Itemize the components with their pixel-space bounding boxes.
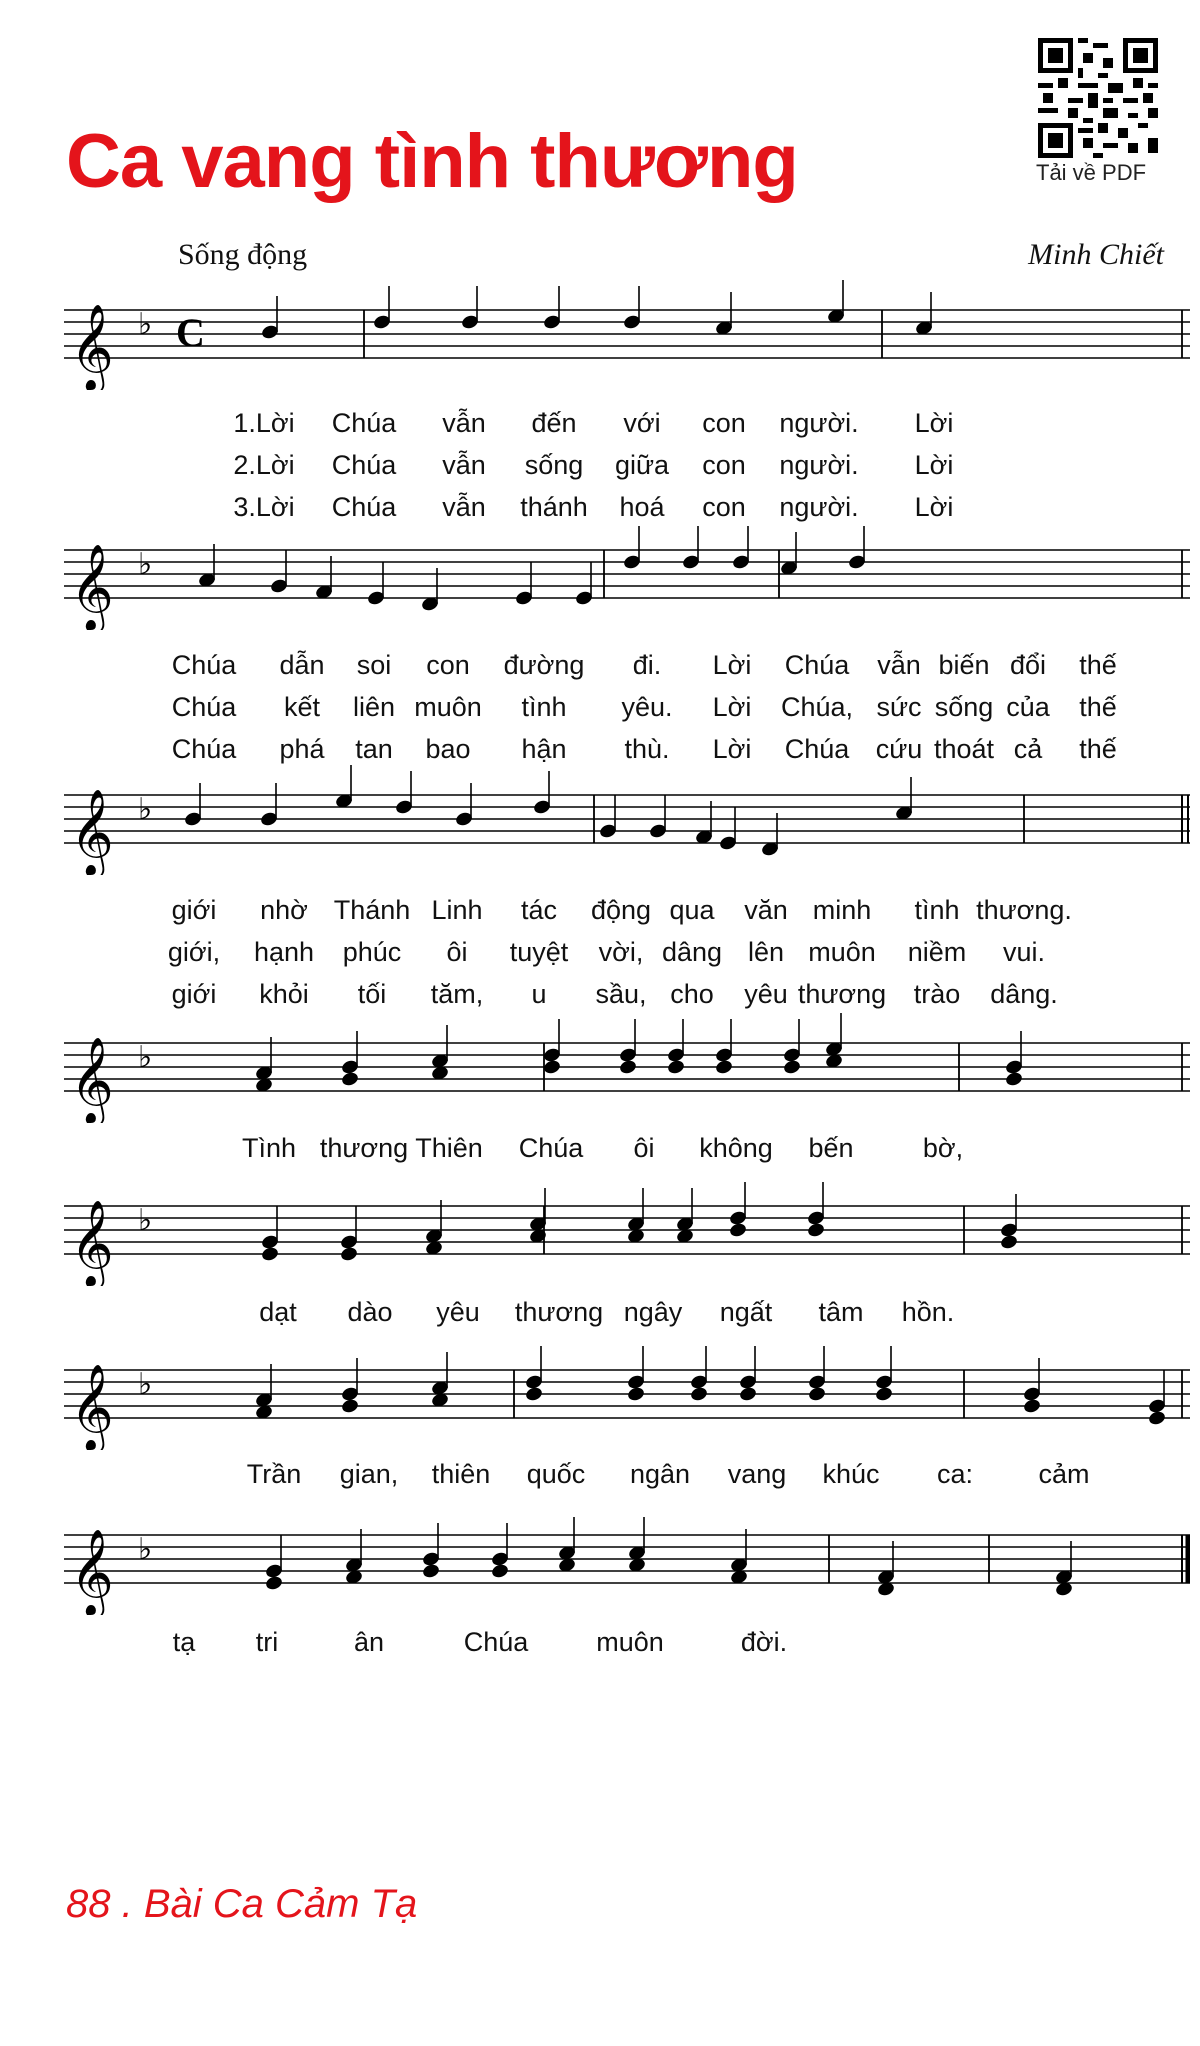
- lyric-syllable: con: [426, 650, 470, 680]
- treble-clef-icon: 𝄞: [70, 304, 114, 390]
- note: [1022, 1358, 1041, 1414]
- lyric-syllable: thương: [514, 1297, 604, 1327]
- note: [340, 1031, 359, 1087]
- treble-clef-icon: 𝄞: [70, 1200, 114, 1286]
- lyric-verse-1: [64, 1133, 1190, 1167]
- lyric-syllable: Chúa: [331, 492, 397, 522]
- note: [824, 1013, 843, 1069]
- lyric-syllable: tăm,: [430, 979, 484, 1009]
- treble-clef-icon: 𝄞: [70, 544, 114, 630]
- flat-key-signature-icon: ♭: [138, 1040, 153, 1075]
- flat-key-signature-icon: ♭: [138, 307, 153, 342]
- note: [648, 795, 667, 839]
- lyric-verse-3: [64, 979, 1190, 1013]
- note: [557, 1517, 576, 1573]
- lyric-syllable: Lời: [914, 408, 954, 438]
- staff: [64, 1176, 1190, 1286]
- lyric-syllable: Chúa: [518, 1133, 584, 1163]
- note: [574, 562, 593, 606]
- lyric-verse-3: [64, 734, 1190, 768]
- time-signature: C: [176, 310, 205, 355]
- lyric-syllable: phúc: [342, 937, 402, 967]
- lyric-syllable: tác: [520, 895, 558, 925]
- note: [183, 783, 202, 827]
- qr-code-icon[interactable]: [1038, 38, 1158, 158]
- note: [622, 526, 641, 570]
- note: [542, 1019, 561, 1075]
- qr-download-label[interactable]: Tải về PDF: [1036, 160, 1147, 185]
- note: [714, 292, 733, 336]
- lyric-syllable: Chúa: [171, 692, 237, 722]
- note: [372, 286, 391, 330]
- note: [421, 1523, 440, 1579]
- lyric-syllable: soi: [356, 650, 392, 680]
- lyric-syllable: đi.: [632, 650, 662, 680]
- note: [430, 1352, 449, 1408]
- note: [894, 777, 913, 821]
- note: [779, 532, 798, 576]
- lyric-syllable: ngất: [719, 1297, 773, 1327]
- lyric-syllable: yêu.: [621, 692, 673, 722]
- note: [807, 1346, 826, 1402]
- staff: [64, 280, 1190, 390]
- lyric-syllable: 2.Lời: [233, 450, 295, 480]
- staff: [64, 520, 1190, 630]
- note: [626, 1346, 645, 1402]
- lyric-syllable: thế: [1079, 734, 1117, 764]
- lyric-syllable: giới,: [167, 937, 221, 967]
- note: [430, 1025, 449, 1081]
- lyric-syllable: nhờ: [260, 895, 308, 925]
- lyric-syllable: Chúa: [784, 734, 850, 764]
- lyric-verse-2: [64, 937, 1190, 971]
- lyric-syllable: bến: [808, 1133, 854, 1163]
- lyric-syllable: người.: [779, 408, 859, 438]
- lyric-syllable: cả: [1013, 734, 1043, 764]
- lyric-syllable: tình: [914, 895, 960, 925]
- lyric-syllable: thế: [1079, 692, 1117, 722]
- lyric-syllable: phá: [279, 734, 325, 764]
- lyric-syllable: vẫn: [442, 408, 486, 438]
- note: [728, 1182, 747, 1238]
- lyric-syllable: thương: [319, 1133, 409, 1163]
- treble-clef-icon: 𝄞: [70, 1529, 114, 1615]
- lyric-syllable: thương: [797, 979, 887, 1009]
- lyric-syllable: cho: [670, 979, 714, 1009]
- lyric-syllable: yêu: [744, 979, 788, 1009]
- lyric-syllable: minh: [812, 895, 872, 925]
- composer-name: Minh Chiết: [1028, 238, 1164, 271]
- note: [366, 562, 385, 606]
- lyric-syllable: ôi: [446, 937, 468, 967]
- note: [874, 1346, 893, 1402]
- lyric-syllable: đổi: [1009, 650, 1047, 680]
- lyric-syllable: với: [623, 408, 661, 438]
- lyric-syllable: vẫn: [877, 650, 921, 680]
- note: [731, 526, 750, 570]
- note: [681, 526, 700, 570]
- flat-key-signature-icon: ♭: [138, 1203, 153, 1238]
- lyric-syllable: động: [590, 895, 652, 925]
- lyric-syllable: khỏi: [259, 979, 309, 1009]
- note: [714, 1019, 733, 1075]
- lyric-syllable: trào: [913, 979, 961, 1009]
- note: [914, 292, 933, 336]
- lyric-syllable: Chúa: [331, 450, 397, 480]
- note: [666, 1019, 685, 1075]
- lyric-syllable: niềm: [907, 937, 967, 967]
- lyric-syllable: Thánh: [333, 895, 411, 925]
- lyric-syllable: kết: [283, 692, 321, 722]
- lyric-syllable: Linh: [431, 895, 483, 925]
- lyric-verse-2: [64, 692, 1190, 726]
- lyric-syllable: tan: [355, 734, 393, 764]
- staff: [64, 1340, 1190, 1450]
- note: [514, 562, 533, 606]
- note: [490, 1523, 509, 1579]
- lyric-verse-1: [64, 650, 1190, 684]
- staff: [64, 1013, 1190, 1123]
- lyric-syllable: gian,: [339, 1459, 399, 1489]
- lyric-syllable: sức: [876, 692, 922, 722]
- lyric-syllable: hạnh: [253, 937, 315, 967]
- lyric-syllable: giới: [171, 979, 217, 1009]
- note: [454, 783, 473, 827]
- treble-clef-icon: 𝄞: [70, 1364, 114, 1450]
- note: [627, 1517, 646, 1573]
- lyric-syllable: Chúa: [171, 734, 237, 764]
- lyric-syllable: dẫn: [279, 650, 325, 680]
- lyric-syllable: liên: [352, 692, 396, 722]
- lyric-syllable: không: [699, 1133, 773, 1163]
- note: [689, 1346, 708, 1402]
- note: [260, 1206, 279, 1262]
- lyric-syllable: Chúa: [171, 650, 237, 680]
- lyric-syllable: ôi: [633, 1133, 655, 1163]
- lyric-syllable: ca:: [936, 1459, 974, 1489]
- lyric-syllable: hồn.: [901, 1297, 955, 1327]
- lyric-syllable: người.: [779, 450, 859, 480]
- lyric-syllable: hận: [521, 734, 567, 764]
- lyric-syllable: Chúa: [784, 650, 850, 680]
- note: [424, 1200, 443, 1256]
- song-title: Ca vang tình thương: [66, 119, 798, 204]
- lyric-syllable: 3.Lời: [233, 492, 295, 522]
- lyric-syllable: vẫn: [442, 450, 486, 480]
- lyric-syllable: muôn: [596, 1627, 664, 1657]
- lyric-syllable: Lời: [712, 692, 752, 722]
- lyric-verse-1: [64, 895, 1190, 929]
- tempo-marking: Sống động: [178, 238, 308, 271]
- lyric-syllable: yêu: [436, 1297, 480, 1327]
- lyric-syllable: quốc: [526, 1459, 586, 1489]
- lyric-syllable: dào: [347, 1297, 393, 1327]
- lyric-syllable: vời,: [598, 937, 644, 967]
- note: [254, 1364, 273, 1420]
- lyric-syllable: dạt: [259, 1297, 297, 1327]
- staff: [64, 1505, 1190, 1615]
- note: [532, 771, 551, 815]
- lyric-syllable: tuyệt: [509, 937, 569, 967]
- lyric-syllable: Tình: [241, 1133, 297, 1163]
- note: [260, 296, 279, 340]
- note: [340, 1358, 359, 1414]
- note: [729, 1529, 748, 1585]
- lyric-syllable: bao: [425, 734, 471, 764]
- lyric-verse-1: [64, 1627, 1190, 1661]
- lyric-verse-1: [64, 1297, 1190, 1331]
- lyric-verse-1: [64, 408, 1190, 442]
- note: [999, 1194, 1018, 1250]
- note: [334, 765, 353, 809]
- note: [269, 550, 288, 594]
- lyric-syllable: văn: [744, 895, 788, 925]
- note: [460, 286, 479, 330]
- note: [782, 1019, 801, 1075]
- lyric-syllable: biến: [938, 650, 990, 680]
- lyric-syllable: sống: [524, 450, 584, 480]
- note: [542, 286, 561, 330]
- note: [254, 1037, 273, 1093]
- lyric-syllable: lên: [747, 937, 785, 967]
- lyric-syllable: ngây: [623, 1297, 683, 1327]
- flat-key-signature-icon: ♭: [138, 547, 153, 582]
- lyric-syllable: muôn: [808, 937, 876, 967]
- note: [598, 795, 617, 839]
- lyric-syllable: muôn: [414, 692, 482, 722]
- note: [339, 1206, 358, 1262]
- lyric-syllable: 1.Lời: [233, 408, 295, 438]
- lyric-syllable: con: [702, 450, 746, 480]
- flat-key-signature-icon: ♭: [138, 1532, 153, 1567]
- lyric-syllable: sầu,: [595, 979, 647, 1009]
- lyric-syllable: Lời: [712, 650, 752, 680]
- lyric-syllable: ngân: [629, 1459, 691, 1489]
- lyric-syllable: vui.: [1002, 937, 1046, 967]
- note: [618, 1019, 637, 1075]
- lyric-syllable: thương.: [976, 895, 1072, 925]
- lyric-syllable: Lời: [914, 492, 954, 522]
- lyric-verse-1: [64, 1459, 1190, 1493]
- note: [806, 1182, 825, 1238]
- treble-clef-icon: 𝄞: [70, 789, 114, 875]
- lyric-syllable: khúc: [822, 1459, 880, 1489]
- lyric-syllable: tri: [255, 1627, 279, 1657]
- lyric-syllable: Thiên: [415, 1133, 483, 1163]
- lyric-syllable: thánh: [520, 492, 588, 522]
- lyric-syllable: dâng.: [990, 979, 1058, 1009]
- lyric-syllable: tình: [521, 692, 567, 722]
- note: [524, 1346, 543, 1402]
- lyric-syllable: đường: [503, 650, 585, 680]
- lyric-syllable: Lời: [712, 734, 752, 764]
- lyric-syllable: tâm: [818, 1297, 864, 1327]
- lyric-syllable: ân: [353, 1627, 385, 1657]
- lyric-syllable: bờ,: [922, 1133, 964, 1163]
- note: [826, 280, 845, 324]
- treble-clef-icon: 𝄞: [70, 1037, 114, 1123]
- lyric-syllable: thiên: [431, 1459, 491, 1489]
- note: [622, 286, 641, 330]
- lyric-syllable: qua: [669, 895, 715, 925]
- lyric-verse-2: [64, 450, 1190, 484]
- staff: [64, 765, 1190, 875]
- note: [259, 783, 278, 827]
- lyric-syllable: Trần: [246, 1459, 302, 1489]
- lyric-syllable: thù.: [624, 734, 670, 764]
- flat-key-signature-icon: ♭: [138, 1367, 153, 1402]
- lyric-syllable: cảm: [1038, 1459, 1090, 1489]
- note: [1054, 1541, 1073, 1597]
- note: [738, 1346, 757, 1402]
- lyric-syllable: cứu: [875, 734, 923, 764]
- lyric-syllable: con: [702, 408, 746, 438]
- note: [718, 807, 737, 851]
- lyric-syllable: vẫn: [442, 492, 486, 522]
- lyric-syllable: thế: [1079, 650, 1117, 680]
- note: [394, 771, 413, 815]
- note: [876, 1541, 895, 1597]
- lyric-syllable: tối: [357, 979, 387, 1009]
- lyric-syllable: đời.: [740, 1627, 788, 1657]
- lyric-syllable: đến: [531, 408, 577, 438]
- lyric-syllable: người.: [779, 492, 859, 522]
- lyric-syllable: dâng: [661, 937, 723, 967]
- lyric-syllable: giới: [171, 895, 217, 925]
- note: [626, 1188, 645, 1244]
- note: [847, 526, 866, 570]
- lyric-syllable: Chúa: [331, 408, 397, 438]
- lyric-syllable: u: [531, 979, 547, 1009]
- note: [528, 1188, 547, 1244]
- lyric-syllable: của: [1006, 692, 1050, 722]
- lyric-syllable: tạ: [172, 1627, 196, 1657]
- lyric-syllable: thoát: [933, 734, 995, 764]
- lyric-syllable: vang: [727, 1459, 787, 1489]
- page-footer: 88 . Bài Ca Cảm Tạ: [66, 1882, 418, 1926]
- lyric-syllable: giữa: [614, 450, 670, 480]
- lyric-syllable: Chúa: [463, 1627, 529, 1657]
- lyric-syllable: con: [702, 492, 746, 522]
- lyric-syllable: hoá: [619, 492, 665, 522]
- note: [1147, 1370, 1166, 1426]
- lyric-syllable: Lời: [914, 450, 954, 480]
- note: [264, 1535, 283, 1591]
- lyric-syllable: sống: [934, 692, 994, 722]
- note: [1004, 1031, 1023, 1087]
- lyric-syllable: Chúa,: [780, 692, 854, 722]
- flat-key-signature-icon: ♭: [138, 792, 153, 827]
- note: [344, 1529, 363, 1585]
- note: [675, 1188, 694, 1244]
